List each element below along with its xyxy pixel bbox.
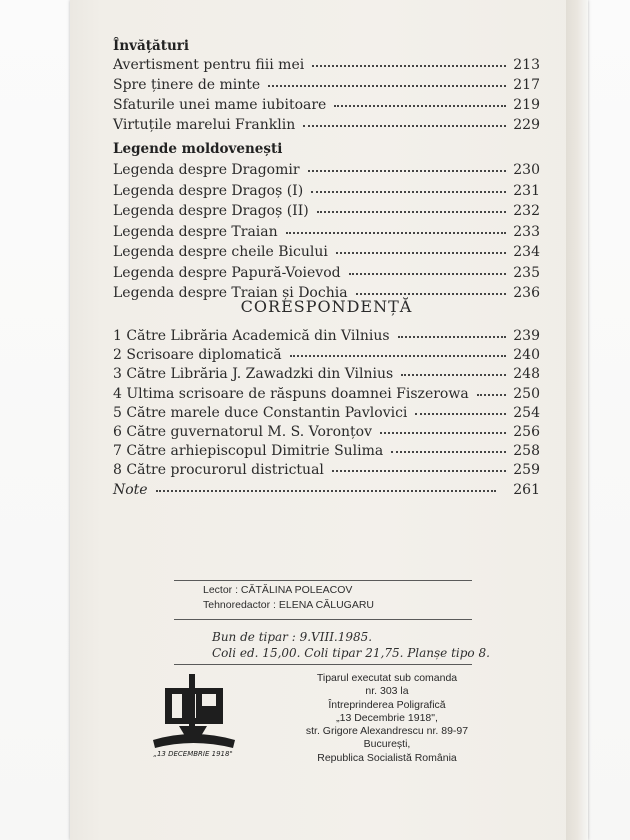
colophon-rule-bottom xyxy=(174,664,472,665)
toc-entry-page: 231 xyxy=(513,182,540,199)
toc-entry-title: Legenda despre Dragoș (I) xyxy=(113,182,304,199)
toc-entry xyxy=(113,346,540,364)
dot-leader xyxy=(312,55,506,67)
printer-line: nr. 303 la xyxy=(365,685,409,698)
toc-entry xyxy=(113,404,540,422)
dot-leader xyxy=(286,222,506,234)
dot-leader xyxy=(303,115,506,127)
toc-entry xyxy=(113,442,540,460)
toc-entry xyxy=(113,76,540,94)
toc-entry-title: Legenda despre Dragoș (II) xyxy=(113,203,309,219)
toc-entry-title: 5 Către marele duce Constantin Pavlovici xyxy=(113,404,408,421)
dot-leader xyxy=(380,422,506,434)
dot-leader xyxy=(156,480,496,492)
toc-entry xyxy=(113,96,540,114)
toc-entry xyxy=(113,243,540,261)
dot-leader xyxy=(268,75,506,87)
section-title-corespondenta: CORESPONDENȚĂ xyxy=(240,297,413,316)
toc-entry xyxy=(113,223,540,241)
toc-entry-page: 235 xyxy=(513,264,540,281)
toc-entry-title: 3 Către Librăria J. Zawadzki din Vilnius xyxy=(113,366,394,383)
toc-entry-page: 213 xyxy=(513,57,540,73)
toc-entry-title: Legenda despre Dragomir xyxy=(113,162,300,178)
printer-line: București, xyxy=(363,738,411,751)
page-edge xyxy=(566,0,588,840)
toc-entry-page: 256 xyxy=(513,424,540,440)
toc-entry xyxy=(113,461,540,479)
toc-entry xyxy=(113,423,540,441)
toc-entry xyxy=(113,365,540,383)
section-heading-legende: Legende moldovenești xyxy=(113,141,283,157)
printer-logo-icon xyxy=(145,670,241,762)
colophon-rule-middle xyxy=(174,619,472,620)
toc-entry-page: 248 xyxy=(513,366,540,383)
colophon-coli: Coli ed. 15,00. Coli tipar 21,75. Planșe tipo 8. xyxy=(212,646,490,660)
toc-entry xyxy=(113,161,540,179)
toc-entry-page: 219 xyxy=(513,97,540,113)
toc-entry-title: Spre ținere de minte xyxy=(113,77,261,93)
toc-entry-title: Legenda despre Traian xyxy=(113,223,278,240)
toc-entry-page: 229 xyxy=(513,117,540,133)
printer-line: Întreprinderea Poligrafică xyxy=(328,698,446,711)
dot-leader xyxy=(332,460,506,472)
toc-entry xyxy=(113,327,540,345)
toc-entry-page: 258 xyxy=(513,443,540,460)
toc-entry-title: Virtuțile marelui Franklin xyxy=(113,117,296,133)
dot-leader xyxy=(477,384,506,396)
toc-entry-notes xyxy=(113,481,540,499)
toc-entry xyxy=(113,264,540,282)
toc-entry-page: 217 xyxy=(513,77,540,93)
dot-leader xyxy=(356,283,506,295)
toc-entry-title: Legenda despre Papură-Voievod xyxy=(113,264,341,281)
dot-leader xyxy=(336,242,506,254)
dot-leader xyxy=(317,201,506,213)
colophon-lector: Lector : CĂTĂLINA POLEACOV xyxy=(203,584,353,596)
colophon-tehnoredactor: Tehnoredactor : ELENA CĂLUGARU xyxy=(203,599,374,611)
toc-entry xyxy=(113,116,540,134)
dot-leader xyxy=(334,95,506,107)
printer-line: Tiparul executat sub comanda xyxy=(316,672,458,684)
dot-leader xyxy=(401,364,506,376)
dot-leader xyxy=(398,326,506,338)
toc-entry-page: 233 xyxy=(513,223,540,240)
dot-leader xyxy=(290,345,506,357)
dot-leader xyxy=(391,441,506,453)
toc-entry-title: Avertisment pentru fiii mei xyxy=(113,57,305,73)
dot-leader xyxy=(415,403,506,415)
toc-entry-title: 1 Către Librăria Academică din Vilnius xyxy=(113,328,390,344)
dot-leader xyxy=(349,263,506,275)
dot-leader xyxy=(311,181,506,193)
toc-entry-title: Legenda despre Traian și Dochia xyxy=(113,285,348,301)
toc-entry-page: 234 xyxy=(513,244,540,260)
toc-entry-page: 230 xyxy=(513,162,540,178)
toc-entry-page: 261 xyxy=(513,482,540,498)
toc-entry-page: 232 xyxy=(513,203,540,219)
toc-entry xyxy=(113,385,540,403)
printer-line: „13 Decembrie 1918", xyxy=(336,711,438,724)
toc-entry xyxy=(113,182,540,200)
toc-entry-page: 236 xyxy=(513,285,540,301)
toc-entry-title: 2 Scrisoare diplomatică xyxy=(113,347,282,364)
toc-entry xyxy=(113,56,540,74)
toc-entry xyxy=(113,202,540,220)
toc-entry-page: 250 xyxy=(513,385,540,402)
dot-leader xyxy=(308,160,506,172)
colophon-bun-de-tipar: Bun de tipar : 9.VIII.1985. xyxy=(212,630,373,644)
logo-caption: „13 DECEMBRIE 1918" xyxy=(153,750,233,758)
toc-entry-title: 7 Către arhiepiscopul Dimitrie Sulima xyxy=(113,443,384,460)
printer-imprint xyxy=(237,672,537,765)
colophon-rule-top xyxy=(174,580,472,581)
section-heading-invataturi: Învățături xyxy=(113,38,189,54)
printer-line: str. Grigore Alexandrescu nr. 89-97 xyxy=(305,725,469,738)
toc-entry-page: 254 xyxy=(513,404,540,421)
toc-entry-title: 4 Ultima scrisoare de răspuns doamnei Fiszerowa xyxy=(113,385,469,402)
toc-entry-page: 239 xyxy=(513,328,540,344)
toc-entry-title: Legenda despre cheile Bicului xyxy=(113,244,328,260)
toc-entry-title: 8 Către procurorul districtual xyxy=(113,462,324,479)
toc-entry-title: Note xyxy=(113,482,148,498)
toc-entry-page: 240 xyxy=(513,347,540,364)
printer-line: Republica Socialistă România xyxy=(317,751,457,764)
toc-entry-title: 6 Către guvernatorul M. S. Voronțov xyxy=(113,424,372,440)
toc-entry-page: 259 xyxy=(513,462,540,479)
toc-entry-title: Sfaturile unei mame iubitoare xyxy=(113,97,327,113)
